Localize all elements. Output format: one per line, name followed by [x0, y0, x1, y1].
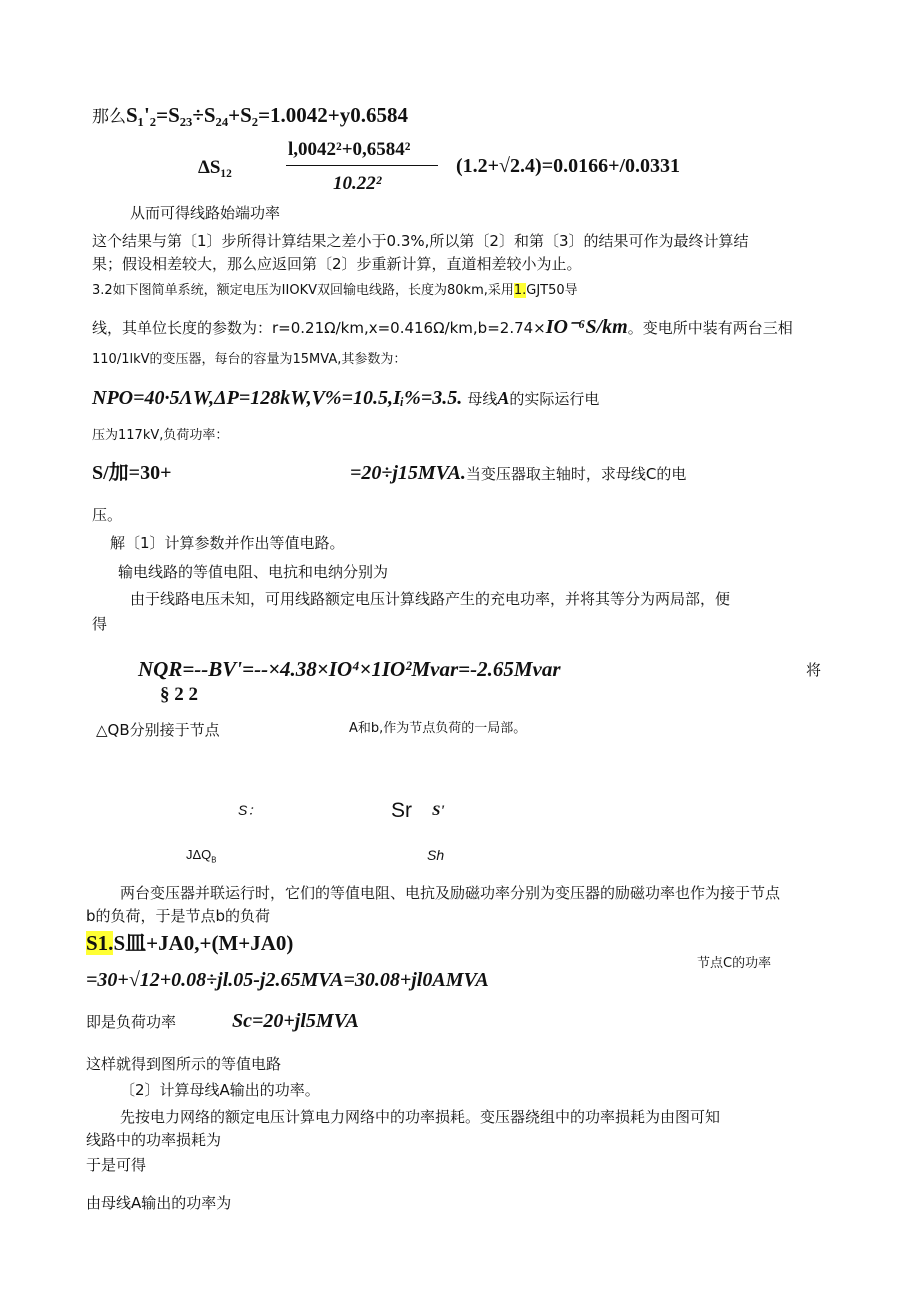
param-text: 线，其单位长度的参数为：r=0.21Ω/km,x=0.416Ω/km,b=2.74×	[92, 319, 546, 337]
transformer-parallel-text-2: b的负荷，于是节点b的负荷	[86, 907, 271, 925]
node-b-load-result: =30+√12+0.08÷jl.05-j2.65MVA=30.08+jl0AMVA	[86, 969, 489, 991]
charging-power-text-1: 由于线路电压未知，可用线路额定电压计算线路产生的充电功率，并将其等分为两局部，便	[130, 590, 731, 608]
charging-power-text-2: 得	[92, 615, 108, 633]
bus-a-label: A	[497, 388, 510, 408]
thus-text: 于是可得	[86, 1156, 147, 1174]
equation-formula: S₁'₂=S₂₃÷S₂₄+S₂=1.0042+y0.6584	[126, 103, 409, 127]
node-assign-right: A和b,作为节点负荷的一局部。	[349, 721, 527, 736]
load-formula-left: S/加=30+	[92, 462, 172, 484]
param-formula: IO⁻⁶S/km	[545, 316, 628, 338]
node-b-load-formula	[86, 933, 293, 954]
charging-formula-under: § 2 2	[160, 684, 198, 705]
fig-label-jdq-main: JΔQ	[186, 847, 212, 862]
bus-text: 母线	[467, 390, 498, 408]
param-text-tail: 。变电所中装有两台三相	[627, 319, 793, 337]
fraction-bar	[286, 165, 438, 166]
line-params-text: 输电线路的等值电阻、电抗和电纳分别为	[118, 563, 389, 581]
node-c-power-text: 节点C的功率	[697, 956, 772, 971]
load-question: 当变压器取主轴时，求母线C的电	[465, 465, 687, 483]
problem-text-tail: GJT50导	[526, 283, 578, 298]
node-assign-text: △QB分别接于节点	[96, 721, 220, 739]
power-loss-text-1: 先按电力网络的额定电压计算电力网络中的功率损耗。变压器绕组中的功率损耗为由图可知	[120, 1108, 721, 1126]
bus-text-tail: 的实际运行电	[509, 390, 600, 408]
solution-step-2: 〔2〕计算母线A输出的功率。	[120, 1081, 320, 1099]
load-formula-right	[350, 463, 686, 483]
paragraph-result-1: 这个结果与第〔1〕步所得计算结果之差小于0.3%,所以第〔2〕和第〔3〕的结果可作为最终计算结	[92, 232, 749, 250]
equation-prefix: 那么	[92, 107, 126, 127]
transformer-text: 110/1lkV的变压器，每台的容量为15MVA,其参数为：	[92, 352, 407, 367]
fig-label-sh: Sh	[427, 847, 445, 863]
fig-label-s1: S：	[238, 802, 262, 818]
load-formula-value: =20÷j15MVA.	[350, 462, 466, 484]
fig-label-jdq-sub: B	[211, 855, 217, 865]
fig-label-sr: Sr	[391, 799, 412, 822]
node-b-load-rest: S皿+JA0,+(M+JA0)	[113, 931, 294, 955]
transformer-params	[92, 388, 599, 408]
solution-step-1: 解〔1〕计算参数并作出等值电路。	[110, 534, 345, 552]
load-power-label: 即是负荷功率	[86, 1013, 177, 1031]
bus-a-output-text: 由母线A输出的功率为	[86, 1194, 232, 1212]
transformer-formula: NPO=40·5ΛW,ΔP=128kW,V%=10.5,Iᵢ%=3.5.	[92, 387, 463, 409]
will-text: 将	[806, 661, 822, 679]
fig-label-s2: S'	[432, 803, 445, 819]
load-power-formula: Sc=20+jl5MVA	[232, 1010, 359, 1032]
power-loss-text-2: 线路中的功率损耗为	[86, 1131, 222, 1149]
equation-line-1	[92, 105, 408, 126]
paragraph-start-power: 从而可得线路始端功率	[130, 204, 281, 222]
voltage-end: 压。	[92, 506, 123, 524]
voltage-text: 压为117kV,负荷功率：	[92, 428, 229, 443]
node-assign-left	[96, 722, 220, 738]
problem-3-2-line-2	[92, 317, 793, 337]
fraction-numerator: l,0042²+0,6584²	[288, 139, 411, 160]
equivalent-circuit-text: 这样就得到图所示的等值电路	[86, 1055, 282, 1073]
charging-formula: NQR=--BV'=--×4.38×IO⁴×1IO²Mvar=-2.65Mvar	[138, 657, 561, 681]
fig-label-jdq	[186, 848, 217, 864]
fraction-denominator: 10.22²	[333, 173, 382, 194]
problem-text: 3.2如下图简单系统，额定电压为IIOKV双回输电线路，长度为80km,采用	[92, 283, 514, 298]
highlight-mark: 1.	[513, 283, 527, 298]
delta-result: (1.2+√2.4)=0.0166+/0.0331	[456, 155, 681, 177]
paragraph-result-2: 果；假设相差较大，那么应返回第〔2〕步重新计算，直道相差较小为止。	[92, 255, 582, 273]
delta-s12: ΔS₁₂	[198, 157, 232, 178]
problem-3-2-line-1	[92, 282, 578, 297]
highlight-mark-2: S1.	[86, 931, 114, 955]
transformer-parallel-text-1: 两台变压器并联运行时，它们的等值电阻、电抗及励磁功率分别为变压器的励磁功率也作为接于节点	[120, 884, 781, 902]
